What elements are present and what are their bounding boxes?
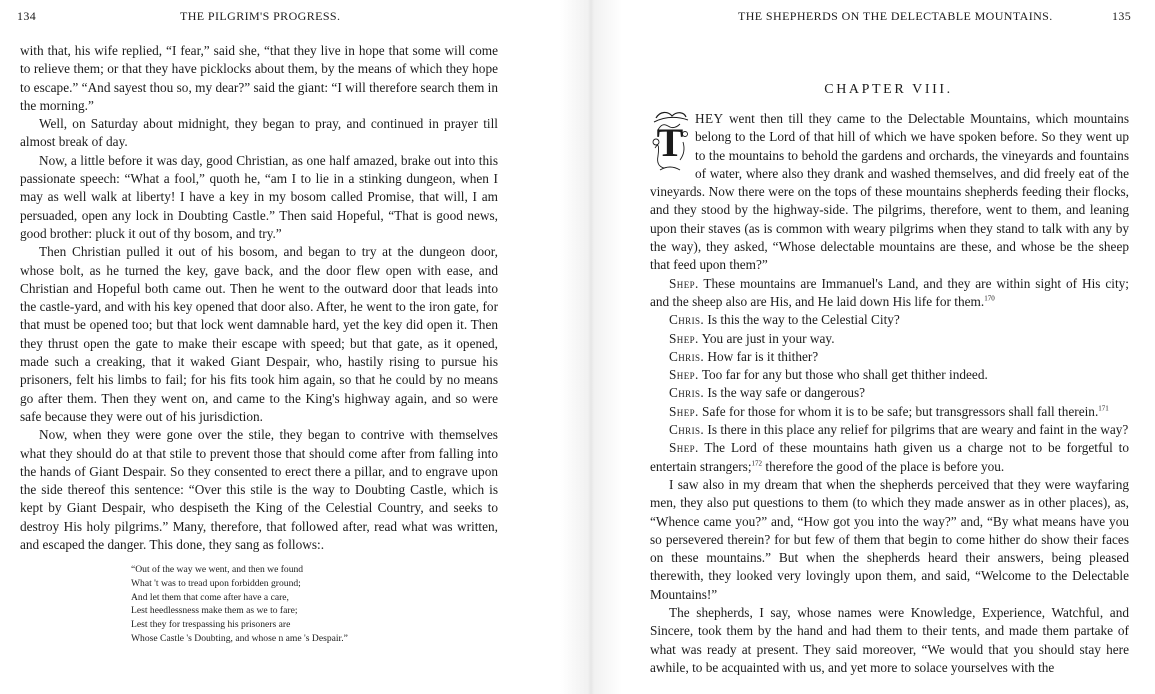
- dialogue-line: [650, 384, 1129, 402]
- running-head-right: THE SHEPHERDS ON THE DELECTABLE MOUNTAINS.: [738, 9, 1053, 23]
- right-page: [622, 0, 1155, 694]
- speaker-label: Shep.: [669, 403, 699, 419]
- paragraph: Now, when they were gone over the stile, they began to contrive with themselves what they should do at that stile to prevent those that should come after from falling into the hands of Giant Despair. So they consented to erect there a pillar, and to engrave upon the side thereof this sentence: “Over this stile is the way to Doubting Castle, which is kept by Giant Despair, who despiseth the King of the Celestial Country, and seeks to destroy His holy pilgrims.” Many, therefore, that followed after, read what was written, and escaped the danger. This done, they sang as follows:.: [20, 427, 498, 553]
- page-number-right: 135: [1112, 9, 1132, 23]
- speaker-label: Chris.: [669, 348, 705, 364]
- dialogue-line: [650, 421, 1129, 439]
- footnote-ref: 171: [1098, 404, 1109, 413]
- verse-line: Lest heedlessness make them as we to fare;: [131, 605, 298, 617]
- chapter-heading: CHAPTER VIII.: [824, 82, 953, 97]
- page-number-left: 134: [17, 9, 37, 23]
- verse-block: [131, 563, 498, 645]
- footnote-ref: 170: [984, 294, 995, 303]
- dialogue-text: Is there in this place any relief for pilgrims that are weary and faint in the way?: [704, 422, 1129, 438]
- speaker-label: Chris.: [669, 422, 705, 438]
- dialogue-line: [650, 348, 1129, 366]
- opening-paragraph: [650, 110, 1129, 275]
- dialogue-line: [650, 439, 1129, 476]
- speaker-label: Chris.: [669, 312, 705, 328]
- verse-line: Whose Castle 's Doubting, and whose n ame 's Despair.”: [131, 632, 348, 644]
- paragraph: The shepherds, I say, whose names were Knowledge, Experience, Watchful, and Sincere, took them by the hand and had them to their tents, and made them partake of what was ready at present. They said moreover, “We would that you should stay here awhile, to be acquainted with us, and yet more to solace yourselves with the: [650, 605, 1129, 675]
- paragraph: I saw also in my dream that when the shepherds perceived that they were wayfaring men, they also put questions to them (to which they made answer as in other places), as, “Whence came you?” and, “How got you into the way?” and, “By what means have you so persevered therein? for but few of them that begin to come hither do show their faces on these mountains.” But when the shepherds heard their answers, being pleased therewith, they looked very lovingly upon them, and said, “Welcome to the Delectable Mountains!”: [650, 476, 1129, 602]
- dialogue-line: [650, 275, 1129, 312]
- paragraph: Now, a little before it was day, good Christian, as one half amazed, brake out into this passionate speech: “What a fool,” quoth he, “am I to lie in a stinking dungeon, when I may as well walk at liberty! I have a key in my bosom called Promise, that will, I am persuaded, open any lock in Doubting Castle.” Then said Hopeful, “That is good news, good brother: pluck it out of thy bosom, and try.”: [20, 152, 498, 241]
- dialogue-text: These mountains are Immanuel's Land, and they are within sight of His city; and the sheep also are His, and He laid down His life for them.: [650, 275, 1129, 309]
- right-body-text: [650, 110, 1129, 677]
- dialogue-text: Safe for those for whom it is to be safe; but transgressors shall fall therein.: [698, 403, 1099, 419]
- speaker-label: Chris.: [669, 385, 705, 401]
- initial-letter: T: [656, 120, 684, 165]
- opening-caps: HEY: [695, 111, 724, 126]
- opening-text: went then till they came to the Delectable Mountains, which mountains belong to the Lord of that hill of which we have spoken before. So they went up to the mountains to behold the gardens and orchards, the vineyards and fountains of water, where also they drank and washed themselves, and did freely eat of the vineyards. Now there were on the tops of these mountains shepherds feeding their flocks, and they stood by the highway-side. The pilgrims, therefore, went to them, and leaning upon their staves (as is common with weary pilgrims when they stand to talk with any by the way), they asked, “Whose delectable mountains are these, and whose be the sheep that feed upon them?”: [650, 111, 1129, 273]
- verse-line: Lest they for trespassing his prisoners are: [131, 619, 291, 631]
- dialogue-text: How far is it thither?: [704, 348, 819, 364]
- left-page: [0, 0, 560, 694]
- running-head-left: THE PILGRIM'S PROGRESS.: [180, 9, 341, 23]
- dialogue-text: Is the way safe or dangerous?: [704, 385, 866, 401]
- paragraph: Well, on Saturday about midnight, they began to pray, and continued in prayer till almost break of day.: [20, 116, 498, 150]
- verse-line: What 't was to tread upon forbidden ground;: [131, 578, 301, 590]
- dialogue-text: Too far for any but those who shall get thither indeed.: [698, 367, 988, 383]
- verse-line: And let them that come after have a care,: [131, 591, 289, 603]
- book-gutter: [560, 0, 622, 694]
- speaker-label: Shep.: [669, 330, 699, 346]
- speaker-label: Shep.: [669, 367, 699, 383]
- left-body-text: [20, 42, 498, 646]
- decorated-initial-icon: [650, 108, 690, 174]
- dialogue-line: [650, 330, 1129, 348]
- dialogue-text: The Lord of these mountains hath given us a charge not to be forgetful to entertain strangers;: [650, 440, 1129, 474]
- dialogue-text: therefore the good of the place is before you.: [762, 458, 1005, 474]
- dialogue-line: [650, 366, 1129, 384]
- dialogue-line: [650, 403, 1129, 421]
- dialogue-text: Is this the way to the Celestial City?: [704, 312, 900, 328]
- paragraph: Then Christian pulled it out of his bosom, and began to try at the dungeon door, whose bolt, as he turned the key, gave back, and the door flew open with ease, and Christian and Hopeful both came out. Then he went to the outward door that leads into the castle-yard, and with his key opened that door also. After, he went to the iron gate, for that must be opened too; but that lock went damnable hard, yet the key did open it. Then they thrust open the gate to make their escape with speed; but that gate, as it opened, made such a creaking, that it waked Giant Despair, who, hastily rising to pursue his prisoners, felt his limbs to fail; for his fits took him again, so that he could by no means go after them. Then they went on, and came to the King's highway again, and so were safe because they were out of his jurisdiction.: [20, 244, 498, 424]
- paragraph: with that, his wife replied, “I fear,” said she, “that they live in hope that some will come to relieve them; or that they have picklocks about them, by the means of which they hope to escape.” “And sayest thou so, my dear?” said the giant: “I will therefore search them in the morning.”: [20, 43, 498, 113]
- dialogue-line: [650, 311, 1129, 329]
- speaker-label: Shep.: [669, 440, 699, 456]
- dialogue-text: You are just in your way.: [698, 330, 835, 346]
- footnote-ref: 172: [751, 459, 763, 468]
- speaker-label: Shep.: [669, 275, 699, 291]
- verse-line: “Out of the way we went, and then we found: [131, 564, 304, 576]
